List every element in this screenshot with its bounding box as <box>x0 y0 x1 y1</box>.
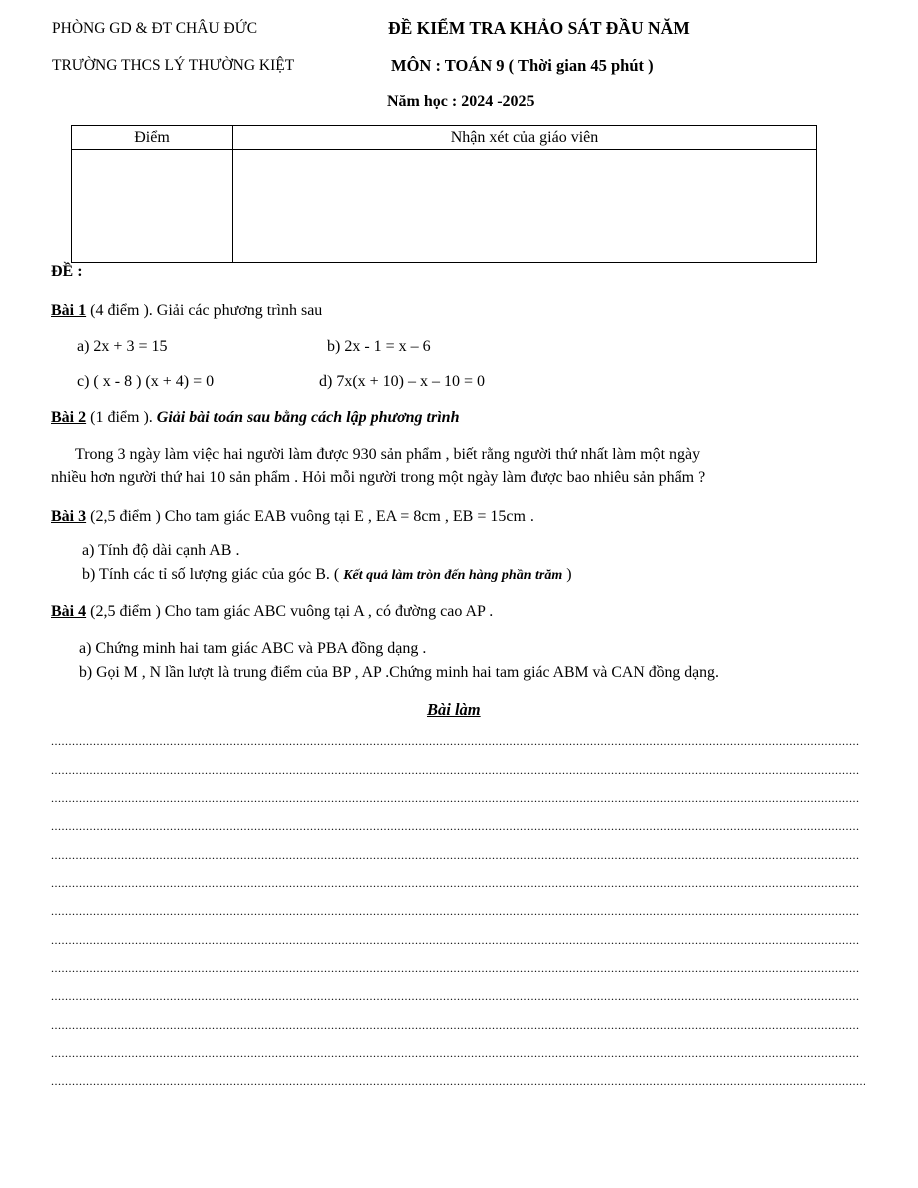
bai4-b: b) Gọi M , N lần lượt là trung điểm của BP , AP .Chứng minh hai tam giác ABM và CAN đồng dạng. <box>79 664 719 681</box>
bai2-line2: nhiều hơn người thứ hai 10 sản phẩm . Hỏi mỗi người trong một ngày làm được bao nhiêu sản phẩm ? <box>51 469 706 486</box>
bai1-a: a) 2x + 3 = 15 <box>77 338 168 355</box>
department-name: PHÒNG GD & ĐT CHÂU ĐỨC <box>52 20 258 37</box>
school-year: Năm học : 2024 -2025 <box>387 93 535 110</box>
bai1-heading <box>51 302 322 320</box>
answer-line[interactable] <box>51 989 859 1007</box>
comment-cell[interactable] <box>233 150 817 263</box>
answer-line[interactable] <box>51 961 859 979</box>
score-header: Điểm <box>72 126 233 150</box>
answer-line[interactable] <box>51 763 859 781</box>
bai2-line1: Trong 3 ngày làm việc hai người làm được 930 sản phẩm , biết rằng người thứ nhất làm một ngày <box>75 446 701 463</box>
bai3-label: Bài 3 <box>51 508 87 525</box>
bai3-b-prefix: b) Tính các tỉ số lượng giác của góc B. ( <box>82 566 344 583</box>
answer-line[interactable] <box>51 1018 859 1036</box>
exam-subject: MÔN : TOÁN 9 ( Thời gian 45 phút ) <box>391 56 654 75</box>
answer-line[interactable] <box>51 791 859 809</box>
answer-line[interactable] <box>51 848 859 866</box>
bai3-heading <box>51 508 534 526</box>
bai4-a: a) Chứng minh hai tam giác ABC và PBA đồng dạng . <box>79 640 427 657</box>
answer-line[interactable] <box>51 819 859 837</box>
answer-line[interactable] <box>51 904 859 922</box>
bai2-task: Giải bài toán sau bằng cách lập phương trình <box>156 409 460 426</box>
bai3-b-suffix: ) <box>562 566 572 583</box>
bai2-label: Bài 2 <box>51 409 87 426</box>
bai2-intro: (1 điểm ). <box>86 409 157 426</box>
bai3-b-note: Kết quả làm tròn đến hàng phần trăm <box>343 568 563 583</box>
bai3-b <box>82 566 572 584</box>
score-table <box>71 125 817 263</box>
bai4-intro: (2,5 điểm ) Cho tam giác ABC vuông tại A , có đường cao AP . <box>86 603 494 620</box>
comment-header: Nhận xét của giáo viên <box>233 126 817 150</box>
bai1-c: c) ( x - 8 ) (x + 4) = 0 <box>77 373 215 390</box>
bai4-heading <box>51 603 493 621</box>
bai4-label: Bài 4 <box>51 603 87 620</box>
answer-line[interactable] <box>51 1046 859 1064</box>
de-label: ĐỀ : <box>51 263 83 280</box>
bai2-heading <box>51 409 459 427</box>
bai3-intro: (2,5 điểm ) Cho tam giác EAB vuông tại E , EA = 8cm , EB = 15cm . <box>86 508 534 525</box>
answer-line[interactable] <box>51 876 859 894</box>
school-name: TRƯỜNG THCS LÝ THƯỜNG KIỆT <box>52 57 295 74</box>
answer-line[interactable] <box>51 734 859 752</box>
bai1-b: b) 2x - 1 = x – 6 <box>327 338 431 355</box>
answer-line[interactable] <box>51 933 859 951</box>
bai1-intro: (4 điểm ). Giải các phương trình sau <box>86 302 323 319</box>
answer-line[interactable] <box>51 1074 865 1092</box>
score-cell[interactable] <box>72 150 233 263</box>
bai1-d: d) 7x(x + 10) – x – 10 = 0 <box>319 373 486 390</box>
bai3-a: a) Tính độ dài cạnh AB . <box>82 542 240 559</box>
bai1-label: Bài 1 <box>51 302 87 319</box>
exam-title: ĐỀ KIỂM TRA KHẢO SÁT ĐẦU NĂM <box>388 18 690 38</box>
bai-lam-heading: Bài làm <box>427 700 481 719</box>
